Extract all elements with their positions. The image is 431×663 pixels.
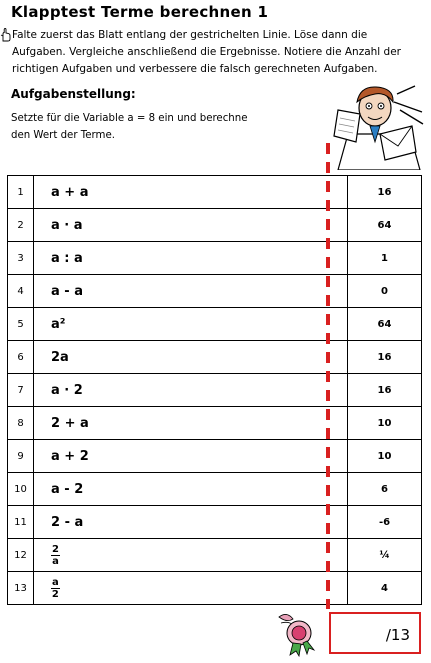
score-text: /13 (385, 626, 410, 644)
term-expression: a · 2 (34, 374, 348, 407)
table-row (8, 341, 422, 374)
fraction (51, 577, 60, 600)
term-expression: a - 2 (34, 473, 348, 506)
term-result: 4 (348, 572, 422, 605)
fold-line (326, 143, 330, 609)
table-row (8, 506, 422, 539)
row-number: 8 (8, 407, 34, 440)
term-result: 10 (348, 440, 422, 473)
table-row (8, 308, 422, 341)
row-number: 2 (8, 209, 34, 242)
term-result: 64 (348, 308, 422, 341)
fraction-denominator: a (52, 555, 59, 567)
term-expression: 2 - a (34, 506, 348, 539)
term-result: ¼ (348, 539, 422, 572)
term-result: 6 (348, 473, 422, 506)
fraction-numerator: a (52, 576, 59, 588)
term-result: 16 (348, 176, 422, 209)
task-text: Setzte für die Variable a = 8 ein und berechne den Wert der Terme. (11, 113, 248, 141)
term-expression: 2 + a (34, 407, 348, 440)
term-expression (34, 572, 348, 605)
table-row (8, 539, 422, 572)
instructions-text: Falte zuerst das Blatt entlang der gestrichelten Linie. Löse dann die Aufgaben. Vergleiche anschließend die Ergebnisse. Notiere die Anzahl der richtigen Aufgaben und verbessere die falsch gerechneten Aufgaben. (12, 29, 402, 75)
term-result: 64 (348, 209, 422, 242)
table-row (8, 572, 422, 605)
worksheet-title: Klapptest Terme berechnen 1 (11, 3, 269, 21)
table-row (8, 242, 422, 275)
pointing-hand-icon (0, 28, 12, 42)
term-expression: a + 2 (34, 440, 348, 473)
row-number: 13 (8, 572, 34, 605)
row-number: 12 (8, 539, 34, 572)
table-row (8, 275, 422, 308)
award-rosette-icon (273, 609, 321, 657)
term-expression: a - a (34, 275, 348, 308)
term-result: 16 (348, 341, 422, 374)
term-result: 16 (348, 374, 422, 407)
term-result: -6 (348, 506, 422, 539)
row-number: 5 (8, 308, 34, 341)
row-number: 7 (8, 374, 34, 407)
fraction (51, 544, 60, 567)
table-row (8, 440, 422, 473)
term-expression: a + a (34, 176, 348, 209)
row-number: 9 (8, 440, 34, 473)
row-number: 11 (8, 506, 34, 539)
table-row (8, 407, 422, 440)
term-expression (34, 539, 348, 572)
task-table (7, 175, 422, 605)
table-row (8, 374, 422, 407)
term-expression: a · a (34, 209, 348, 242)
table-row (8, 209, 422, 242)
score-box (329, 612, 421, 654)
term-expression: a² (34, 308, 348, 341)
term-result: 0 (348, 275, 422, 308)
table-row (8, 176, 422, 209)
term-expression: a : a (34, 242, 348, 275)
fraction-numerator: 2 (52, 543, 59, 555)
teacher-with-paper-illustration (330, 84, 425, 170)
row-number: 4 (8, 275, 34, 308)
fraction-denominator: 2 (51, 588, 59, 600)
term-result: 10 (348, 407, 422, 440)
row-number: 10 (8, 473, 34, 506)
row-number: 3 (8, 242, 34, 275)
section-title: Aufgabenstellung: (11, 87, 136, 101)
term-expression: 2a (34, 341, 348, 374)
row-number: 1 (8, 176, 34, 209)
table-row (8, 473, 422, 506)
term-result: 1 (348, 242, 422, 275)
row-number: 6 (8, 341, 34, 374)
